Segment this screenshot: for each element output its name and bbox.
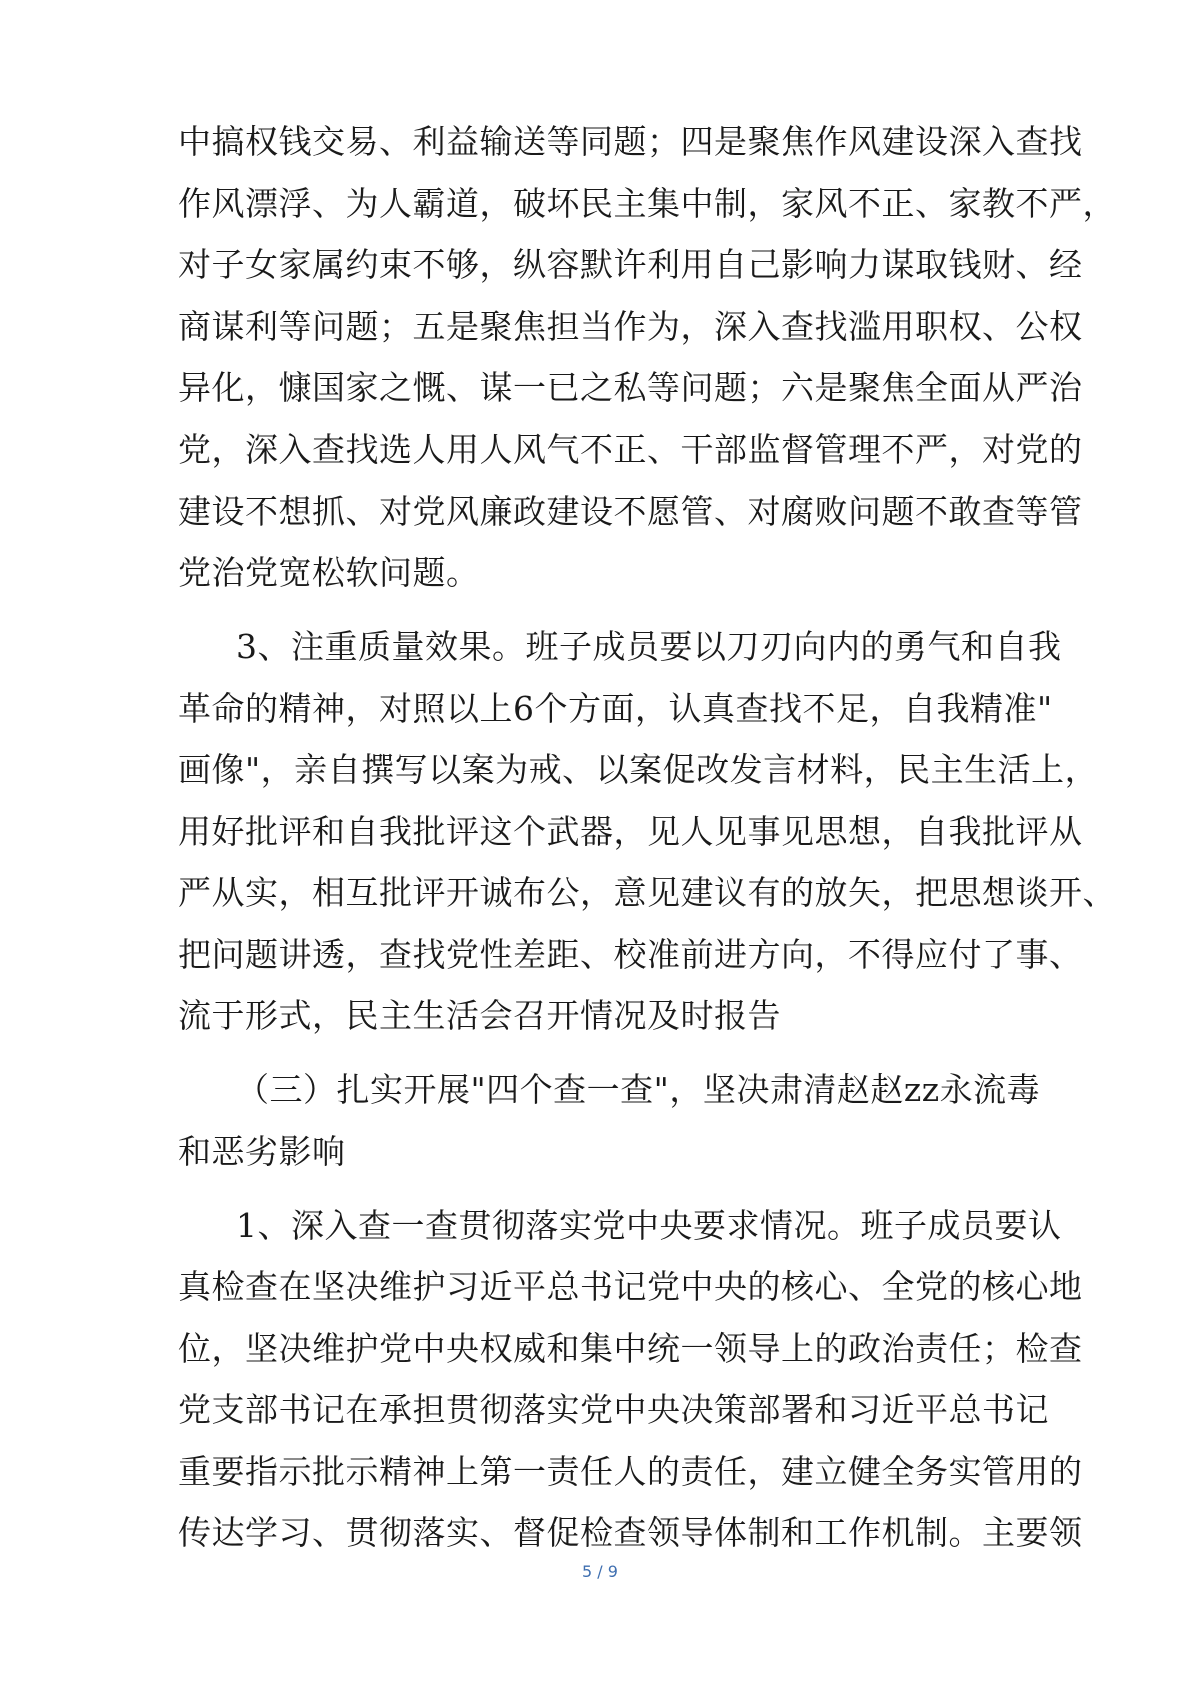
text-line: 作风漂浮、为人霸道，破坏民主集中制，家风不正、家教不严， <box>178 184 1116 223</box>
text-line: 党治党宽松软问题。 <box>178 553 480 592</box>
section-heading-line: （三）扎实开展"四个查一查"，坚决肃清赵赵zz永流毒 <box>236 1070 1041 1109</box>
paragraph-start-line: 1、深入查一查贯彻落实党中央要求情况。班子成员要认 <box>236 1206 1062 1245</box>
text-line: 建设不想抓、对党风廉政建设不愿管、对腐败问题不敢查等管 <box>178 492 1083 531</box>
text-line: 商谋利等问题；五是聚焦担当作为，深入查找滥用职权、公权 <box>178 307 1083 346</box>
text-line: 对子女家属约束不够，纵容默许利用自己影响力谋取钱财、经 <box>178 245 1083 284</box>
text-line: 异化，慷国家之慨、谋一已之私等问题；六是聚焦全面从严治 <box>178 368 1083 407</box>
page-number: 5 / 9 <box>582 1562 618 1581</box>
text-line: 流于形式，民主生活会召开情况及时报告 <box>178 996 781 1035</box>
text-line: 把问题讲透，查找党性差距、校准前进方向，不得应付了事、 <box>178 935 1083 974</box>
text-line: 用好批评和自我批评这个武器，见人见事见思想，自我批评从 <box>178 812 1083 851</box>
text-line: 严从实，相互批评开诚布公，意见建议有的放矢，把思想谈开、 <box>178 873 1116 912</box>
text-line: 党，深入查找选人用人风气不正、干部监督管理不严，对党的 <box>178 430 1083 469</box>
section-heading-line: 和恶劣影响 <box>178 1132 346 1171</box>
text-line: 党支部书记在承担贯彻落实党中央决策部署和习近平总书记 <box>178 1390 1049 1429</box>
text-line: 位，坚决维护党中央权威和集中统一领导上的政治责任；检查 <box>178 1329 1083 1368</box>
text-line: 画像"，亲自撰写以案为戒、以案促改发言材料，民主生活上， <box>178 750 1099 789</box>
paragraph-start-line: 3、注重质量效果。班子成员要以刀刃向内的勇气和自我 <box>236 627 1062 666</box>
text-line: 中搞权钱交易、利益输送等同题；四是聚焦作风建设深入查找 <box>178 122 1083 161</box>
text-line: 重要指示批示精神上第一责任人的责任，建立健全务实管用的 <box>178 1452 1083 1491</box>
text-line: 真检查在坚决维护习近平总书记党中央的核心、全党的核心地 <box>178 1267 1083 1306</box>
text-line: 革命的精神，对照以上6个方面，认真查找不足，自我精准" <box>178 689 1053 728</box>
text-line: 传达学习、贯彻落实、督促检查领导体制和工作机制。主要领 <box>178 1513 1083 1552</box>
